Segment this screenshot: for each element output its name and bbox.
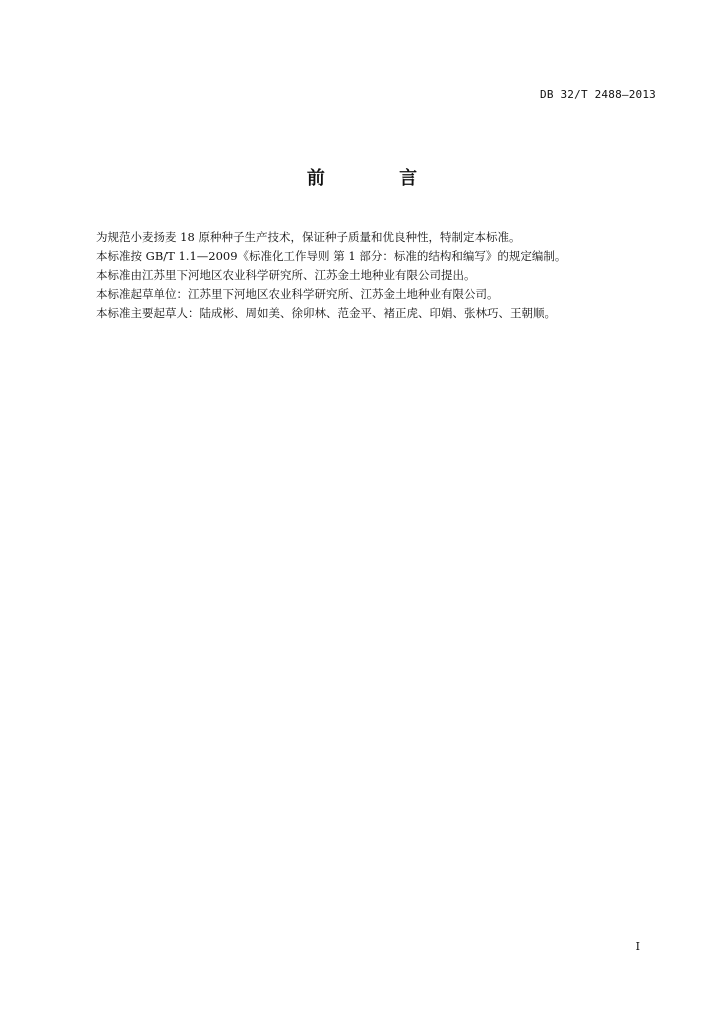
standard-code: DB 32/T 2488—2013	[540, 88, 656, 101]
paragraph-drafting-units: 本标准起草单位：江苏里下河地区农业科学研究所、江苏金土地种业有限公司。	[96, 287, 499, 301]
paragraph-purpose: 为规范小麦扬麦 18 原种种子生产技术，保证种子质量和优良种性，特制定本标准。	[96, 230, 521, 244]
page-number: I	[635, 940, 640, 953]
paragraph-drafters: 本标准主要起草人：陆成彬、周如美、徐卯林、范金平、褚正虎、印娟、张林巧、王朝顺。	[96, 306, 556, 320]
paragraph-proposer: 本标准由江苏里下河地区农业科学研究所、江苏金土地种业有限公司提出。	[96, 268, 476, 282]
foreword-body	[96, 228, 656, 323]
page-title: 前 言	[306, 168, 452, 189]
paragraph-drafting-rules: 本标准按 GB/T 1.1—2009《标准化工作导则 第 1 部分：标准的结构和编写》的规定编制。	[96, 249, 567, 263]
